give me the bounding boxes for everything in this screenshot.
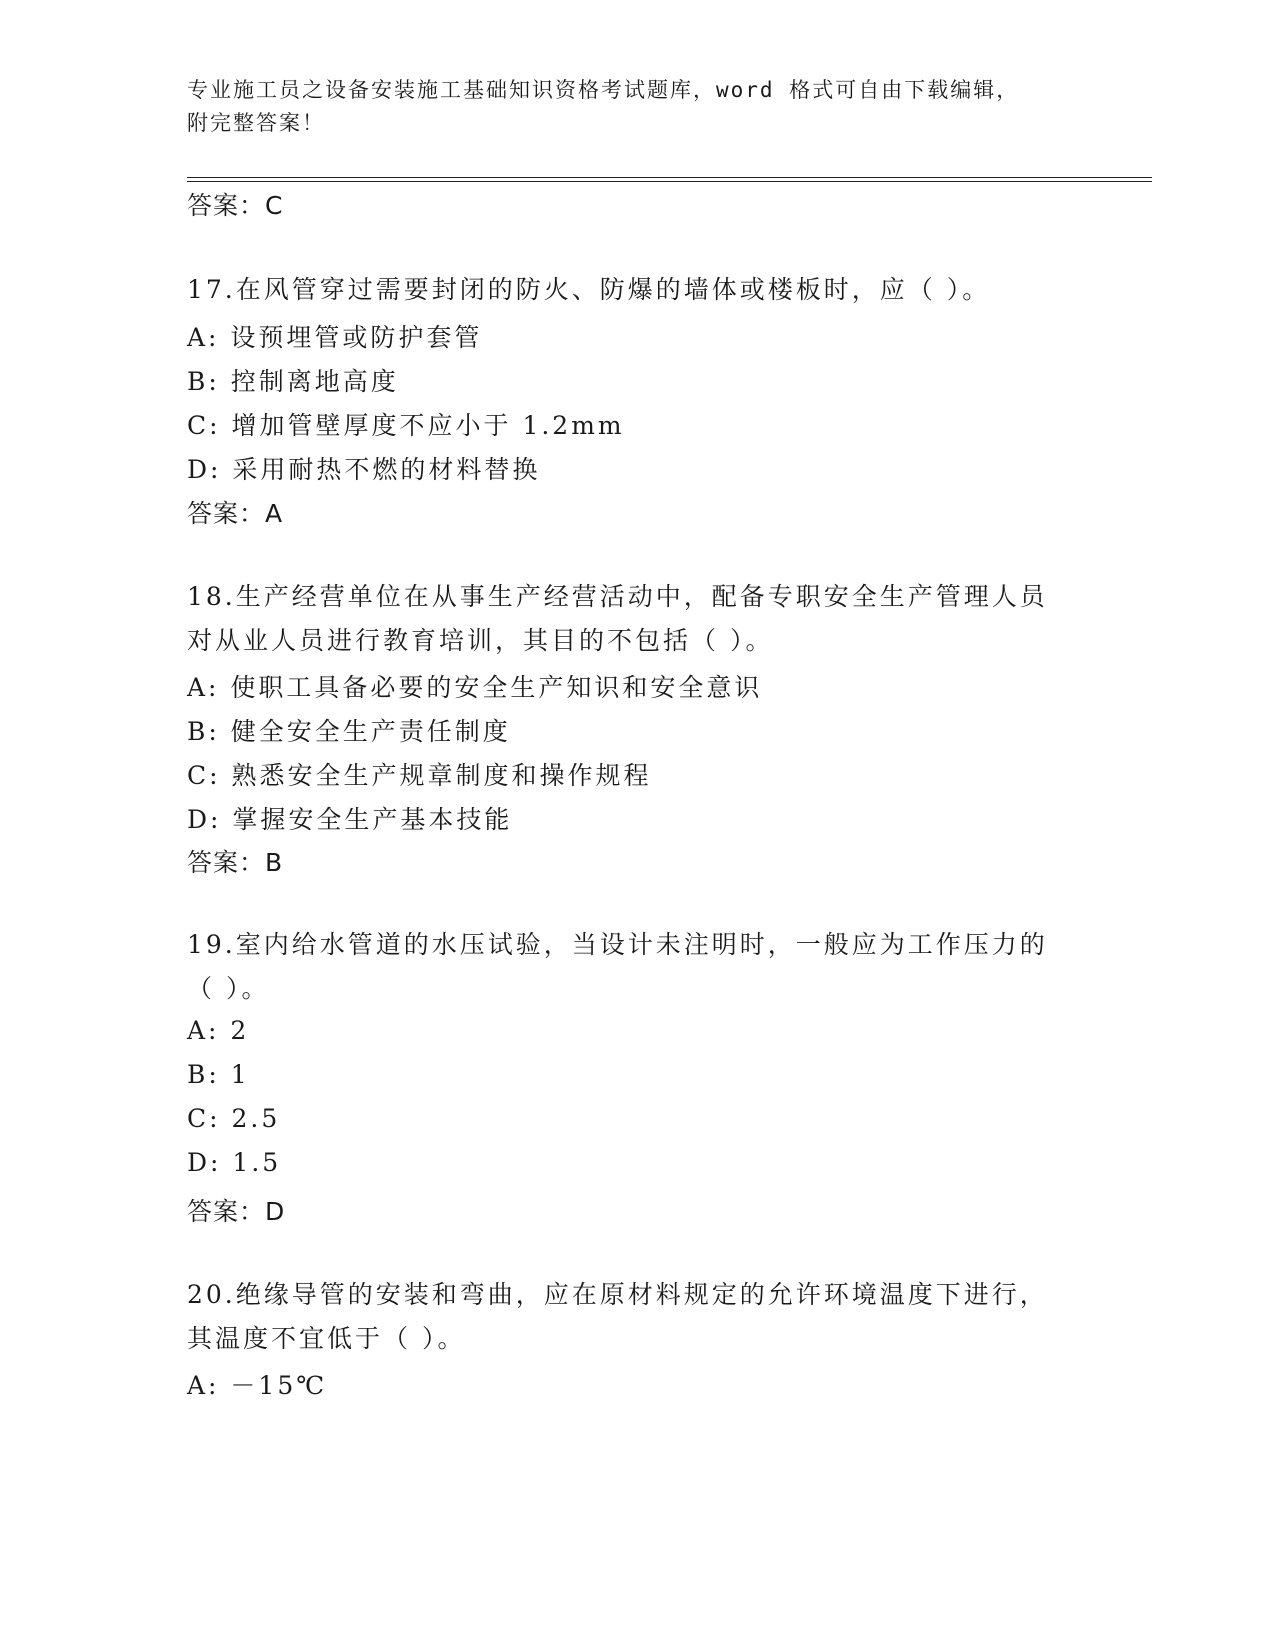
question-19-option-c: C: 2.5: [187, 1104, 281, 1133]
question-18-answer: 答案：B: [187, 848, 284, 877]
question-19-stem-line-1: 19.室内给水管道的水压试验，当设计未注明时，一般应为工作压力的: [187, 930, 1048, 959]
question-20-stem-line-1: 20.绝缘导管的安装和弯曲，应在原材料规定的允许环境温度下进行，: [187, 1280, 1048, 1309]
previous-answer: 答案：C: [187, 191, 284, 220]
question-18-stem-line-2: 对从业人员进行教育培训，其目的不包括（ ）。: [187, 626, 774, 655]
question-18-stem-line-1: 18.生产经营单位在从事生产经营活动中，配备专职安全生产管理人员: [187, 582, 1048, 611]
question-17-stem: 17.在风管穿过需要封闭的防火、防爆的墙体或楼板时，应（ ）。: [187, 275, 991, 304]
question-17-option-c: C: 增加管壁厚度不应小于 1.2mm: [187, 411, 625, 440]
header-divider-double: [187, 181, 1152, 182]
question-19-stem-line-2: （ ）。: [187, 974, 270, 1003]
question-18-option-c: C: 熟悉安全生产规章制度和操作规程: [187, 761, 652, 790]
question-20-stem-line-2: 其温度不宜低于（ ）。: [187, 1324, 466, 1353]
question-20-option-a: A: －15℃: [187, 1371, 328, 1400]
question-18-option-a: A: 使职工具备必要的安全生产知识和安全意识: [187, 673, 763, 702]
question-19-answer: 答案：D: [187, 1197, 286, 1226]
document-header: [187, 74, 1067, 140]
question-17-option-d: D: 采用耐热不燃的材料替换: [187, 455, 541, 484]
question-17-option-b: B: 控制离地高度: [187, 367, 399, 396]
header-line-2: 附完整答案！: [187, 111, 325, 135]
question-18-option-b: B: 健全安全生产责任制度: [187, 717, 511, 746]
question-19-option-a: A: 2: [187, 1016, 250, 1045]
question-17-answer: 答案：A: [187, 499, 284, 528]
question-18-option-d: D: 掌握安全生产基本技能: [187, 805, 513, 834]
header-line-1: 专业施工员之设备安装施工基础知识资格考试题库，word 格式可自由下载编辑，: [187, 78, 1020, 102]
question-19-option-b: B: 1: [187, 1060, 250, 1089]
question-19-option-d: D: 1.5: [187, 1148, 282, 1177]
question-17-option-a: A: 设预埋管或防护套管: [187, 323, 483, 352]
header-divider: [187, 177, 1152, 178]
